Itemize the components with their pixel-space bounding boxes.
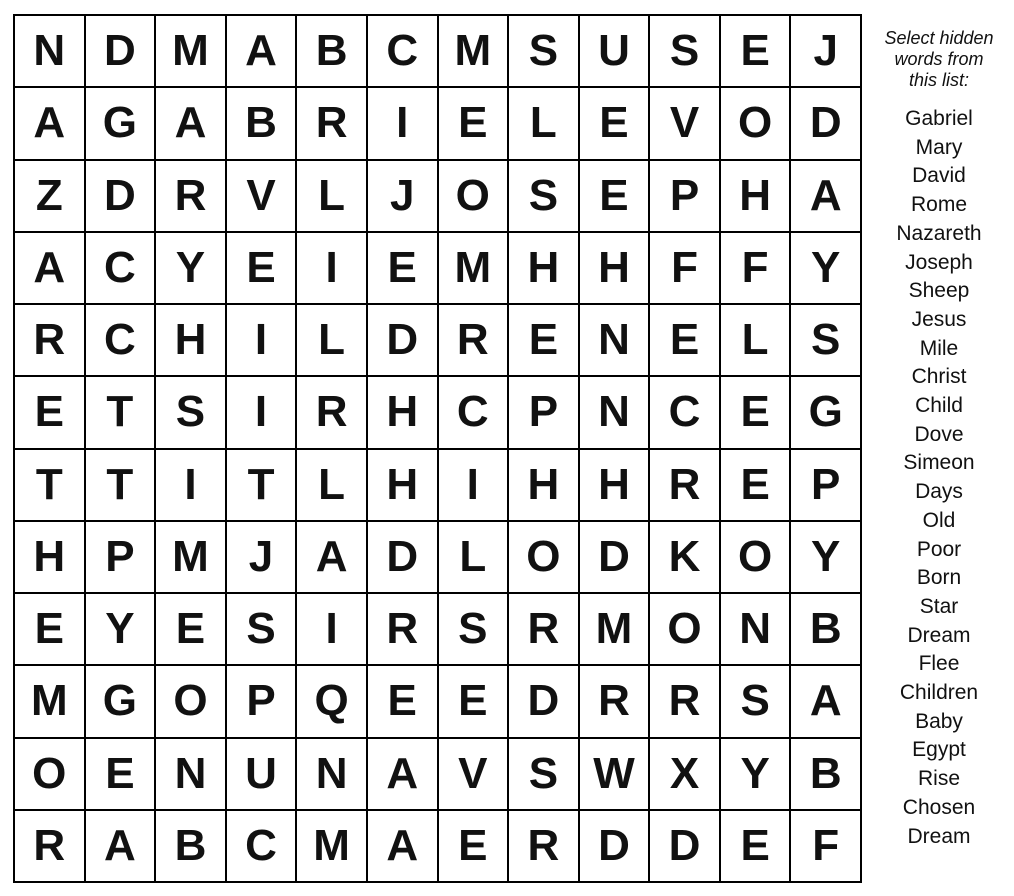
grid-cell[interactable]: P [86, 522, 157, 594]
grid-cell[interactable]: Y [86, 594, 157, 666]
grid-cell[interactable]: E [439, 88, 510, 160]
grid-cell[interactable]: M [156, 16, 227, 88]
grid-cell[interactable]: C [439, 377, 510, 449]
word-list-item: Rome [910, 193, 968, 217]
word-list-item: Days [915, 480, 963, 504]
grid-cell[interactable]: S [509, 16, 580, 88]
grid-cell[interactable]: C [368, 16, 439, 88]
grid-cell[interactable]: B [156, 811, 227, 883]
grid-cell[interactable]: D [650, 811, 721, 883]
grid-cell[interactable]: O [509, 522, 580, 594]
word-list-item: Jesus [911, 307, 967, 331]
word-list-item: Simeon [903, 451, 975, 475]
grid-cell[interactable]: S [721, 666, 792, 738]
grid-cell[interactable]: S [791, 305, 862, 377]
grid-cell[interactable]: A [227, 16, 298, 88]
word-list-item: Dream [907, 824, 971, 848]
grid-cell[interactable]: L [721, 305, 792, 377]
word-list-item: Star [919, 594, 959, 618]
grid-cell[interactable]: E [439, 666, 510, 738]
grid-cell[interactable]: H [15, 522, 86, 594]
grid-cell[interactable]: E [721, 377, 792, 449]
word-list-item: Chosen [902, 795, 976, 819]
grid-cell[interactable]: I [368, 88, 439, 160]
grid-cell[interactable]: V [227, 161, 298, 233]
grid-cell[interactable]: M [297, 811, 368, 883]
instructions [866, 28, 1012, 91]
grid-cell[interactable]: I [227, 305, 298, 377]
grid-cell[interactable]: T [86, 377, 157, 449]
grid-cell[interactable]: L [297, 450, 368, 522]
word-search-grid [13, 14, 862, 883]
grid-cell[interactable]: I [227, 377, 298, 449]
grid-cell[interactable]: J [791, 16, 862, 88]
grid-cell[interactable]: L [297, 305, 368, 377]
grid-cell[interactable]: W [580, 739, 651, 811]
grid-cell[interactable]: O [721, 88, 792, 160]
word-list-item: Dream [907, 623, 971, 647]
grid-cell[interactable]: G [86, 666, 157, 738]
word-list-item: Gabriel [905, 107, 973, 130]
grid-cell[interactable]: J [227, 522, 298, 594]
grid-cell[interactable]: Y [791, 522, 862, 594]
grid-cell[interactable]: D [86, 161, 157, 233]
grid-cell[interactable]: E [721, 811, 792, 883]
grid-cell[interactable]: S [227, 594, 298, 666]
word-list-item: Child [915, 394, 963, 418]
grid-cell[interactable]: M [15, 666, 86, 738]
grid-cell[interactable]: I [439, 450, 510, 522]
grid-cell[interactable]: J [368, 161, 439, 233]
grid-cell[interactable]: O [650, 594, 721, 666]
grid-cell[interactable]: U [227, 739, 298, 811]
grid-cell[interactable]: M [156, 522, 227, 594]
grid-cell[interactable]: Y [721, 739, 792, 811]
grid-cell[interactable]: P [791, 450, 862, 522]
grid-cell[interactable]: V [650, 88, 721, 160]
grid-cell[interactable]: R [650, 450, 721, 522]
grid-cell[interactable]: D [368, 305, 439, 377]
grid-cell[interactable]: O [15, 739, 86, 811]
grid-cell[interactable]: V [439, 739, 510, 811]
grid-cell[interactable]: F [721, 233, 792, 305]
grid-cell[interactable]: N [580, 377, 651, 449]
word-list-item: Christ [911, 365, 967, 389]
grid-cell[interactable]: E [721, 450, 792, 522]
grid-cell[interactable]: Q [297, 666, 368, 738]
grid-cell[interactable]: S [439, 594, 510, 666]
grid-cell[interactable]: R [439, 305, 510, 377]
grid-cell[interactable]: A [791, 666, 862, 738]
grid-cell[interactable]: B [791, 594, 862, 666]
grid-cell[interactable]: C [86, 305, 157, 377]
grid-cell[interactable]: P [509, 377, 580, 449]
grid-cell[interactable]: E [86, 739, 157, 811]
grid-cell[interactable]: N [15, 16, 86, 88]
grid-cell[interactable]: F [650, 233, 721, 305]
grid-cell[interactable]: A [86, 811, 157, 883]
grid-cell[interactable]: H [368, 377, 439, 449]
grid-cell[interactable]: E [15, 377, 86, 449]
grid-cell[interactable]: E [368, 233, 439, 305]
grid-cell[interactable]: D [791, 88, 862, 160]
grid-cell[interactable]: E [650, 305, 721, 377]
grid-cell[interactable]: A [791, 161, 862, 233]
grid-cell[interactable]: R [15, 811, 86, 883]
grid-cell[interactable]: M [439, 16, 510, 88]
grid-cell[interactable]: C [227, 811, 298, 883]
grid-cell[interactable]: E [439, 811, 510, 883]
grid-cell[interactable]: H [509, 233, 580, 305]
grid-cell[interactable]: D [86, 16, 157, 88]
grid-cell[interactable]: R [297, 88, 368, 160]
grid-cell[interactable]: C [86, 233, 157, 305]
grid-cell[interactable]: E [368, 666, 439, 738]
word-list-item: Mile [919, 336, 959, 360]
grid-cell[interactable]: H [156, 305, 227, 377]
word-list-item: Dove [914, 422, 964, 446]
word-list-item: Children [899, 681, 979, 705]
grid-cell[interactable]: E [156, 594, 227, 666]
grid-cell[interactable]: D [580, 811, 651, 883]
grid-cell[interactable]: G [791, 377, 862, 449]
word-list-item: Poor [916, 537, 962, 561]
grid-cell[interactable]: O [156, 666, 227, 738]
grid-cell[interactable]: H [368, 450, 439, 522]
grid-cell[interactable]: E [721, 16, 792, 88]
grid-cell[interactable]: P [650, 161, 721, 233]
word-list-item: Old [922, 508, 956, 532]
grid-cell[interactable]: M [580, 594, 651, 666]
instructions-line: words from [894, 49, 984, 69]
grid-cell[interactable]: H [509, 450, 580, 522]
grid-cell[interactable]: T [15, 450, 86, 522]
grid-cell[interactable]: Y [791, 233, 862, 305]
grid-cell[interactable]: S [509, 161, 580, 233]
grid-cell[interactable]: K [650, 522, 721, 594]
grid-cell[interactable]: X [650, 739, 721, 811]
word-list-item: Nazareth [896, 221, 982, 245]
grid-cell[interactable]: L [439, 522, 510, 594]
grid-cell[interactable]: T [227, 450, 298, 522]
grid-cell[interactable]: R [368, 594, 439, 666]
grid-cell[interactable]: L [297, 161, 368, 233]
grid-cell[interactable]: A [156, 88, 227, 160]
grid-cell[interactable]: R [15, 305, 86, 377]
grid-cell[interactable]: E [580, 88, 651, 160]
grid-cell[interactable]: D [368, 522, 439, 594]
word-list-item: Flee [918, 652, 960, 676]
grid-cell[interactable]: R [509, 594, 580, 666]
grid-cell[interactable]: R [650, 666, 721, 738]
grid-cell[interactable]: N [580, 305, 651, 377]
grid-cell[interactable]: S [156, 377, 227, 449]
grid-cell[interactable]: H [721, 161, 792, 233]
grid-cell[interactable]: E [15, 594, 86, 666]
grid-cell[interactable]: M [439, 233, 510, 305]
grid-cell[interactable]: U [580, 16, 651, 88]
grid-cell[interactable]: A [297, 522, 368, 594]
word-list-item: Egypt [912, 738, 966, 762]
grid-cell[interactable]: P [227, 666, 298, 738]
grid-cell[interactable]: H [580, 233, 651, 305]
word-list-panel [866, 28, 1012, 851]
grid-cell[interactable]: E [509, 305, 580, 377]
grid-cell[interactable]: A [15, 233, 86, 305]
grid-cell[interactable]: A [15, 88, 86, 160]
grid-cell[interactable]: R [580, 666, 651, 738]
grid-cell[interactable]: I [156, 450, 227, 522]
grid-cell[interactable]: G [86, 88, 157, 160]
grid-cell[interactable]: I [297, 594, 368, 666]
grid-cell[interactable]: Y [156, 233, 227, 305]
grid-cell[interactable]: R [509, 811, 580, 883]
grid-cell[interactable]: C [650, 377, 721, 449]
grid-cell[interactable]: R [297, 377, 368, 449]
grid-cell[interactable]: B [227, 88, 298, 160]
grid-cell[interactable]: Z [15, 161, 86, 233]
grid-cell[interactable]: E [227, 233, 298, 305]
grid-cell[interactable]: B [297, 16, 368, 88]
grid-cell[interactable]: E [580, 161, 651, 233]
grid-cell[interactable]: F [791, 811, 862, 883]
grid-cell[interactable]: O [721, 522, 792, 594]
grid-cell[interactable]: T [86, 450, 157, 522]
grid-cell[interactable]: A [368, 811, 439, 883]
grid-cell[interactable]: D [509, 666, 580, 738]
word-list-item: Baby [915, 709, 963, 733]
grid-cell[interactable]: S [650, 16, 721, 88]
instructions-line: this list: [908, 70, 969, 90]
word-list [866, 105, 1012, 851]
word-list-item: Joseph [905, 250, 973, 274]
word-list-item: Rise [917, 767, 960, 791]
grid-cell[interactable]: I [297, 233, 368, 305]
word-list-item: Born [916, 566, 962, 590]
grid-cell[interactable]: N [721, 594, 792, 666]
grid-cell[interactable]: B [791, 739, 862, 811]
grid-cell[interactable]: H [580, 450, 651, 522]
instructions-line: Select hidden [884, 28, 994, 48]
grid-cell[interactable]: D [580, 522, 651, 594]
word-list-item: Mary [915, 135, 963, 159]
grid-cell[interactable]: N [297, 739, 368, 811]
grid-cell[interactable]: O [439, 161, 510, 233]
grid-cell[interactable]: A [368, 739, 439, 811]
word-list-item: David [912, 164, 966, 188]
grid-cell[interactable]: N [156, 739, 227, 811]
grid-cell[interactable]: S [509, 739, 580, 811]
grid-cell[interactable]: R [156, 161, 227, 233]
word-list-item: Sheep [908, 279, 970, 303]
grid-cell[interactable]: L [509, 88, 580, 160]
